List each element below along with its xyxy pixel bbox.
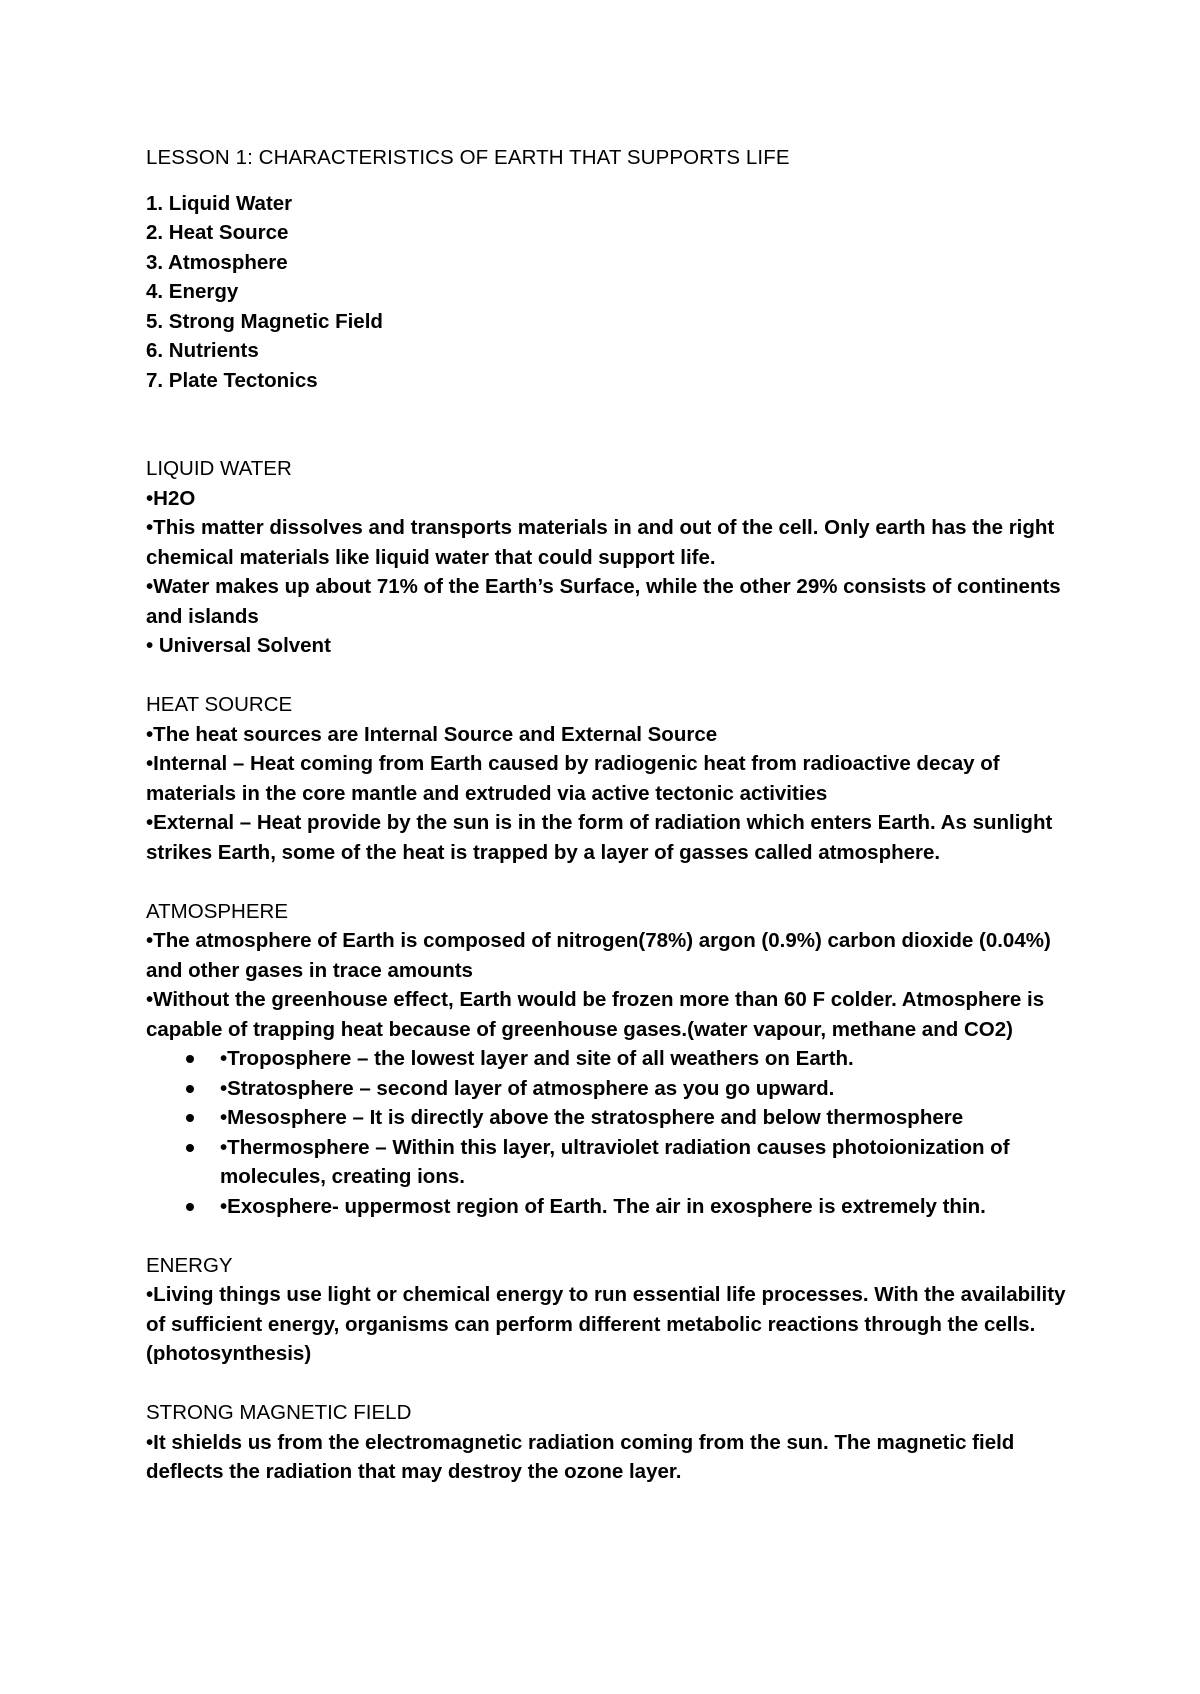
paragraph: •The atmosphere of Earth is composed of nitrogen(78%) argon (0.9%) carbon dioxide (0.04%) and other gases in trace amounts <box>146 929 1051 982</box>
list-item <box>146 1044 1066 1074</box>
list-item-text: •Exosphere- uppermost region of Earth. The air in exosphere is extremely thin. <box>220 1194 986 1218</box>
atmosphere-layers-list <box>146 1044 1066 1221</box>
list-item: 6. Nutrients <box>146 339 259 362</box>
characteristics-list <box>146 189 1066 396</box>
paragraph: •This matter dissolves and transports materials in and out of the cell. Only earth has the right chemical materials like liquid water that could support life. <box>146 516 1055 569</box>
bullet-icon <box>186 1085 194 1093</box>
list-item: 3. Atmosphere <box>146 250 288 274</box>
paragraph: •Water makes up about 71% of the Earth’s Surface, while the other 29% consists of continents and islands <box>146 575 1061 628</box>
bullet-icon <box>186 1144 194 1152</box>
section-heading: ENERGY <box>146 1253 233 1277</box>
bullet-icon <box>186 1114 194 1122</box>
paragraph: •Internal – Heat coming from Earth caused by radiogenic heat from radioactive decay of materials in the core mantle and extruded via active tectonic activities <box>146 752 1000 805</box>
list-item <box>146 1074 1066 1104</box>
list-item: 1. Liquid Water <box>146 191 293 215</box>
list-item-text: •Troposphere – the lowest layer and site of all weathers on Earth. <box>220 1047 854 1070</box>
list-item: 5. Strong Magnetic Field <box>146 309 383 333</box>
paragraph: •The heat sources are Internal Source and External Source <box>146 722 718 746</box>
section-atmosphere <box>146 897 1066 1222</box>
paragraph: •It shields us from the electromagnetic radiation coming from the sun. The magnetic field deflects the radiation that may destroy the ozone layer. <box>146 1430 1015 1483</box>
list-item <box>146 1133 1066 1192</box>
document-page <box>146 143 1066 1487</box>
section-energy <box>146 1251 1066 1369</box>
section-heading: ATMOSPHERE <box>146 899 288 923</box>
paragraph: •Without the greenhouse effect, Earth would be frozen more than 60 F colder. Atmosphere is capable of trapping heat because of greenhouse gases.(water vapour, methane and CO2) <box>146 988 1045 1041</box>
list-item-text: •Thermosphere – Within this layer, ultraviolet radiation causes photoionization of molecules, creating ions. <box>220 1135 1010 1188</box>
list-item: 4. Energy <box>146 280 239 303</box>
list-item: 2. Heat Source <box>146 221 289 244</box>
bullet-icon <box>186 1055 194 1063</box>
section-liquid-water <box>146 454 1066 661</box>
list-item-text: •Mesosphere – It is directly above the stratosphere and below thermosphere <box>220 1106 964 1129</box>
lesson-title: LESSON 1: CHARACTERISTICS OF EARTH THAT SUPPORTS LIFE <box>146 146 790 169</box>
paragraph: •Living things use light or chemical energy to run essential life processes. With the availability of sufficient energy, organisms can perform different metabolic reactions through the cells.(photosynthesis) <box>146 1283 1066 1365</box>
section-heat-source <box>146 690 1066 867</box>
list-item <box>146 1192 1066 1222</box>
list-item-text: •Stratosphere – second layer of atmosphere as you go upward. <box>220 1076 835 1100</box>
section-heading: STRONG MAGNETIC FIELD <box>146 1401 412 1424</box>
paragraph: •H2O <box>146 486 196 510</box>
list-item: 7. Plate Tectonics <box>146 368 318 392</box>
section-heading: LIQUID WATER <box>146 457 292 480</box>
paragraph: •External – Heat provide by the sun is in the form of radiation which enters Earth. As sunlight strikes Earth, some of the heat is trapped by a layer of gasses called atmosphere. <box>146 811 1053 864</box>
bullet-icon <box>186 1203 194 1211</box>
section-heading: HEAT SOURCE <box>146 693 293 716</box>
paragraph: • Universal Solvent <box>146 634 331 657</box>
section-magnetic-field <box>146 1398 1066 1487</box>
list-item <box>146 1103 1066 1133</box>
